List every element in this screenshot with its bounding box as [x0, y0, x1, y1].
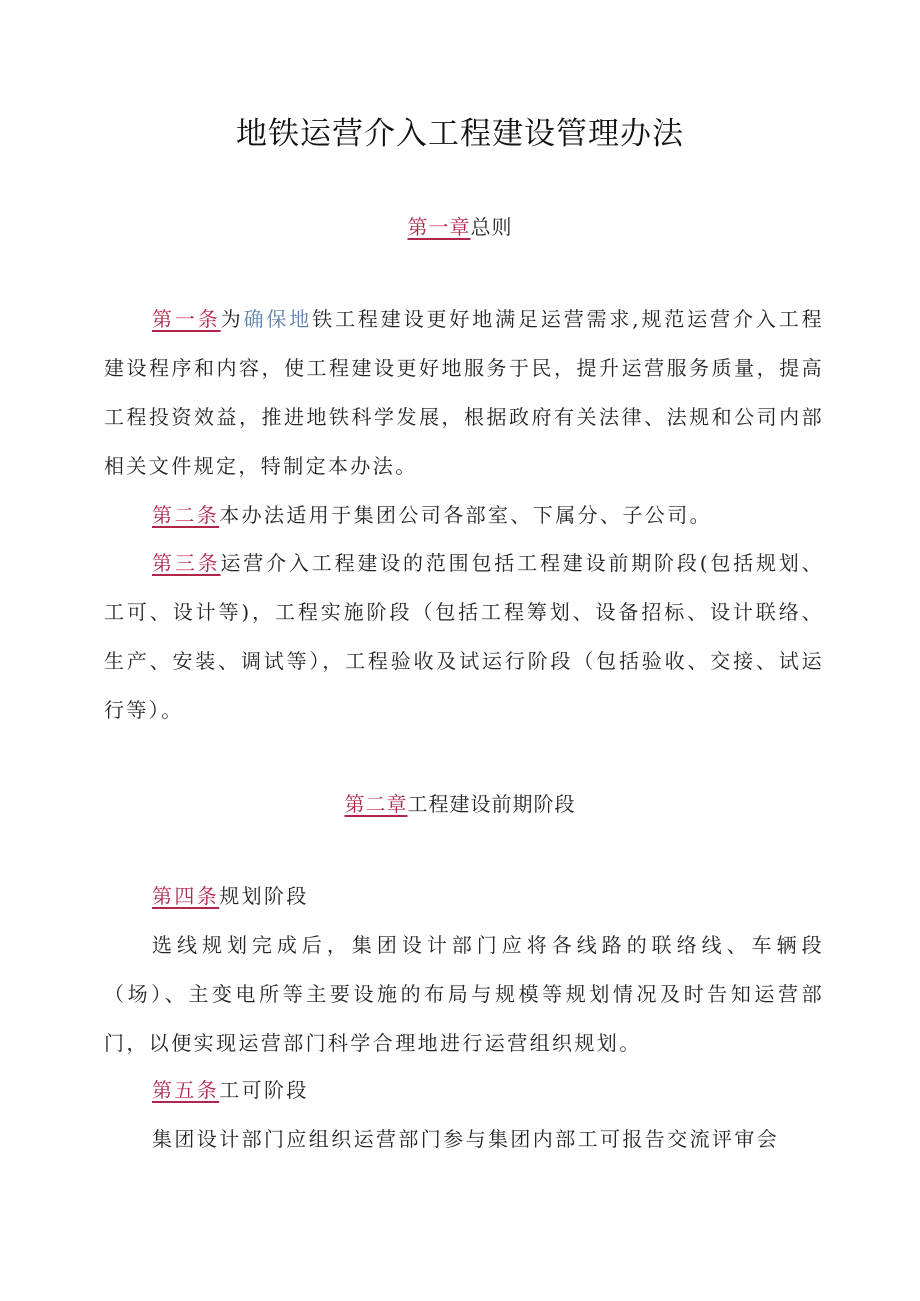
chapter-1-title: 总则 [470, 215, 513, 239]
article-1 [104, 295, 824, 491]
article-3 [104, 539, 824, 735]
article-5-heading [104, 1066, 824, 1115]
chapter-2-label: 第二章 [344, 792, 408, 816]
article-3-label: 第三条 [152, 551, 221, 575]
article-1-label: 第一条 [152, 307, 221, 331]
chapter-2-title: 工程建设前期阶段 [407, 792, 576, 816]
article-1-text-accent: 确保地 [243, 307, 313, 331]
article-2-label: 第二条 [152, 503, 220, 527]
article-5-body: 集团设计部门应组织运营部门参与集团内部工可报告交流评审会 [152, 1127, 780, 1151]
article-1-text-pre: 为 [220, 307, 244, 331]
article-4-title: 规划阶段 [219, 884, 309, 908]
article-2 [104, 491, 824, 540]
article-1-text-body: 铁工程建设更好地满足运营需求,规范运营介入工程建设程序和内容，使工程建设更好地服务于民，提升运营服务质量，提高工程投资效益，推进地铁科学发展，根据政府有关法律、法规和公司内部相关文件规定，特制定本办法。 [104, 307, 825, 478]
article-2-text: 本办法适用于集团公司各部室、下属分、子公司。 [219, 503, 713, 527]
article-4-heading [104, 872, 824, 921]
article-5-title: 工可阶段 [219, 1078, 309, 1102]
article-3-text: 运营介入工程建设的范围包括工程建设前期阶段(包括规划、工可、设计等)，工程实施阶段（包括工程筹划、设备招标、设计联络、生产、安装、调试等），工程验收及试运行阶段（包括验收、交接、试运行等）。 [104, 551, 824, 722]
chapter-2-heading [0, 788, 920, 817]
article-4-label: 第四条 [152, 884, 220, 908]
chapter-1-heading [0, 211, 920, 240]
article-4-body: 选线规划完成后，集团设计部门应将各线路的联络线、车辆段（场）、主变电所等主要设施的布局与规模等规划情况及时告知运营部门，以便实现运营部门科学合理地进行运营组织规划。 [104, 933, 824, 1055]
document-title: 地铁运营介入工程建设管理办法 [236, 116, 684, 152]
chapter-1-label: 第一章 [407, 215, 471, 239]
article-5-label: 第五条 [152, 1078, 220, 1102]
